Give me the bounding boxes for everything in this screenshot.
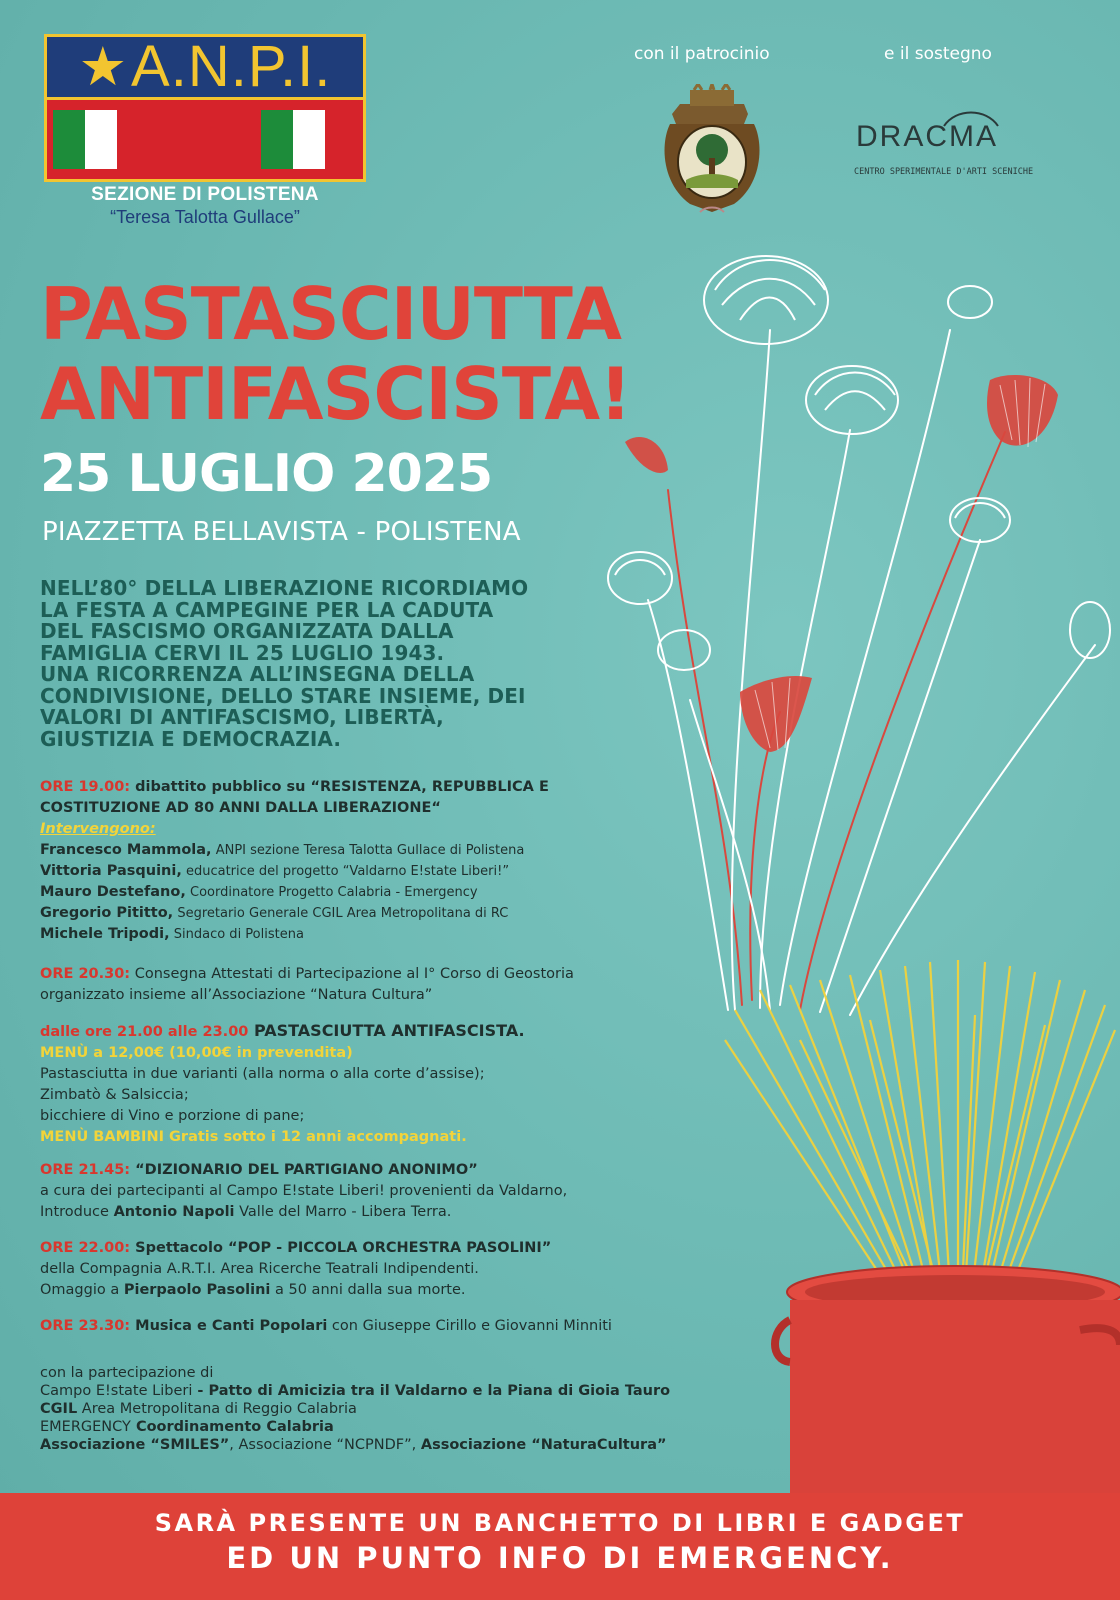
intro-line: DEL FASCISMO ORGANIZZATA DALLA [40,619,454,643]
program-text: Introduce [40,1204,114,1220]
menu-item: Pastasciutta in due varianti (alla norma o alla corte d’assise); [40,1066,485,1082]
speaker-role: Segretario Generale CGIL Area Metropolitana di RC [173,906,509,921]
program-title: PASTASCIUTTA ANTIFASCISTA. [248,1021,525,1040]
program-title: Consegna Attestati di Partecipazione al I° Corso di Geostoria [130,966,574,982]
partner-desc: - Patto di Amicizia tra il Valdarno e la Piana di Gioia Tauro [192,1383,671,1399]
program-time: ORE 19.00: [40,779,131,795]
partner-name: Associazione “SMILES” [40,1437,230,1453]
intro-line: LA FESTA A CAMPEGINE PER LA CADUTA [40,597,494,622]
speaker-role: Coordinatore Progetto Calabria - Emergency [185,885,478,900]
polistena-coat-of-arms-icon [660,84,764,216]
program-text: Valle del Marro - Libera Terra. [234,1204,452,1220]
banner-line-2: ED UN PUNTO INFO DI EMERGENCY. [226,1541,894,1575]
partner-desc: Coordinamento Calabria [130,1419,334,1435]
dracma-logo-name: DRACMA [856,120,999,153]
title-line-2: ANTIFASCISTA! [40,352,631,436]
program-time: ORE 23.30: [40,1318,131,1334]
program-time: ORE 21.45: [40,1162,131,1178]
menu-price: MENÙ a 12,00€ (10,00€ in prevendita) [40,1045,353,1061]
anpi-logo-name: A.N.P.I. [131,34,332,99]
intro-line: UNA RICORRENZA ALL’INSEGNA DELLA [40,662,475,686]
intro-line: FAMIGLIA CERVI IL 25 LUGLIO 1943. [40,640,445,665]
program-title: “DIZIONARIO DEL PARTIGIANO ANONIMO” [130,1162,478,1178]
program-time: dalle ore 21.00 alle 23.00 [40,1024,249,1040]
patronage-label: con il patrocinio [634,44,770,64]
speaker-role: Sindaco di Polistena [169,927,304,942]
speakers-label: Intervengono: [40,821,156,837]
program-item-1900 [40,777,780,945]
program-title: Musica e Canti Popolari [130,1318,328,1334]
menu-item: Zimbatò & Salsiccia; [40,1087,189,1103]
partner-desc: , Associazione “NCPNDF”, [229,1437,421,1453]
program-time: ORE 20.30: [40,966,131,982]
program-title: dibattito pubblico su “RESISTENZA, REPUBBLICA E [130,779,549,795]
program-text: a cura dei partecipanti al Campo E!state Liberi! provenienti da Valdarno, [40,1183,568,1199]
program-item-dinner [40,1020,780,1148]
program-item-2330 [40,1316,780,1337]
program-text: della Compagnia A.R.T.I. Area Ricerche Teatrali Indipendenti. [40,1261,479,1277]
partner-name: Associazione “NaturaCultura” [420,1437,667,1453]
program-title-cont: COSTITUZIONE AD 80 ANNI DALLA LIBERAZIONE“ [40,800,441,816]
partner-name: CGIL [40,1401,78,1417]
anpi-logo [44,34,366,182]
section-name: SEZIONE DI POLISTENA [91,184,319,205]
program-time: ORE 22.00: [40,1240,131,1256]
partner-name: EMERGENCY [40,1419,131,1435]
program-text: organizzato insieme all’Associazione “Natura Cultura” [40,987,433,1003]
presenter-name: Antonio Napoli [113,1204,235,1220]
program-text: con Giuseppe Cirillo e Giovanni Minniti [327,1318,612,1334]
speaker-name: Francesco Mammola, [40,842,212,858]
program-item-2030 [40,964,780,1006]
section-dedication: “Teresa Talotta Gullace” [110,207,300,227]
program-item-2200 [40,1238,780,1301]
intro-text [40,578,640,750]
partner-desc: Area Metropolitana di Reggio Calabria [77,1401,357,1417]
bottom-banner [0,1493,1120,1600]
speaker-role: educatrice del progetto “Valdarno E!state Liberi!” [181,864,510,879]
partner-name: Campo E!state Liberi [40,1383,193,1399]
speaker-name: Gregorio Pititto, [40,905,174,921]
intro-line: CONDIVISIONE, DELLO STARE INSIEME, DEI [40,683,526,708]
star-icon: ★ [78,35,128,98]
honoree-name: Pierpaolo Pasolini [123,1282,271,1298]
speaker-name: Michele Tripodi, [40,926,170,942]
intro-line: NELL’80° DELLA LIBERAZIONE RICORDIAMO [40,576,529,600]
partners-list [40,1364,780,1454]
banner-line-1: SARÀ PRESENTE UN BANCHETTO DI LIBRI E GADGET [154,1509,966,1537]
dracma-logo-subtitle: CENTRO SPERIMENTALE D'ARTI SCENICHE [854,167,1034,177]
title-line-1: PASTASCIUTTA [40,272,621,356]
event-place: PIAZZETTA BELLAVISTA - POLISTENA [42,517,521,547]
intro-line: GIUSTIZIA E DEMOCRAZIA. [40,726,342,751]
event-date: 25 LUGLIO 2025 [40,444,493,504]
speaker-role: ANPI sezione Teresa Talotta Gullace di Polistena [211,843,525,858]
kids-menu: MENÙ BAMBINI Gratis sotto i 12 anni accompagnati. [40,1129,467,1145]
program-title: Spettacolo “POP - PICCOLA ORCHESTRA PASOLINI” [130,1240,552,1256]
program-text: Omaggio a [40,1282,124,1298]
speaker-name: Vittoria Pasquini, [40,863,182,879]
support-label: e il sostegno [884,44,992,64]
speaker-name: Mauro Destefano, [40,884,186,900]
partners-label: con la partecipazione di [40,1365,214,1381]
program-text: a 50 anni dalla sua morte. [270,1282,466,1298]
dracma-logo [852,104,1042,180]
intro-line: VALORI DI ANTIFASCISMO, LIBERTÀ, [40,705,444,729]
menu-item: bicchiere di Vino e porzione di pane; [40,1108,305,1124]
program-item-2145 [40,1160,780,1223]
italian-flag-stripes [44,100,366,182]
